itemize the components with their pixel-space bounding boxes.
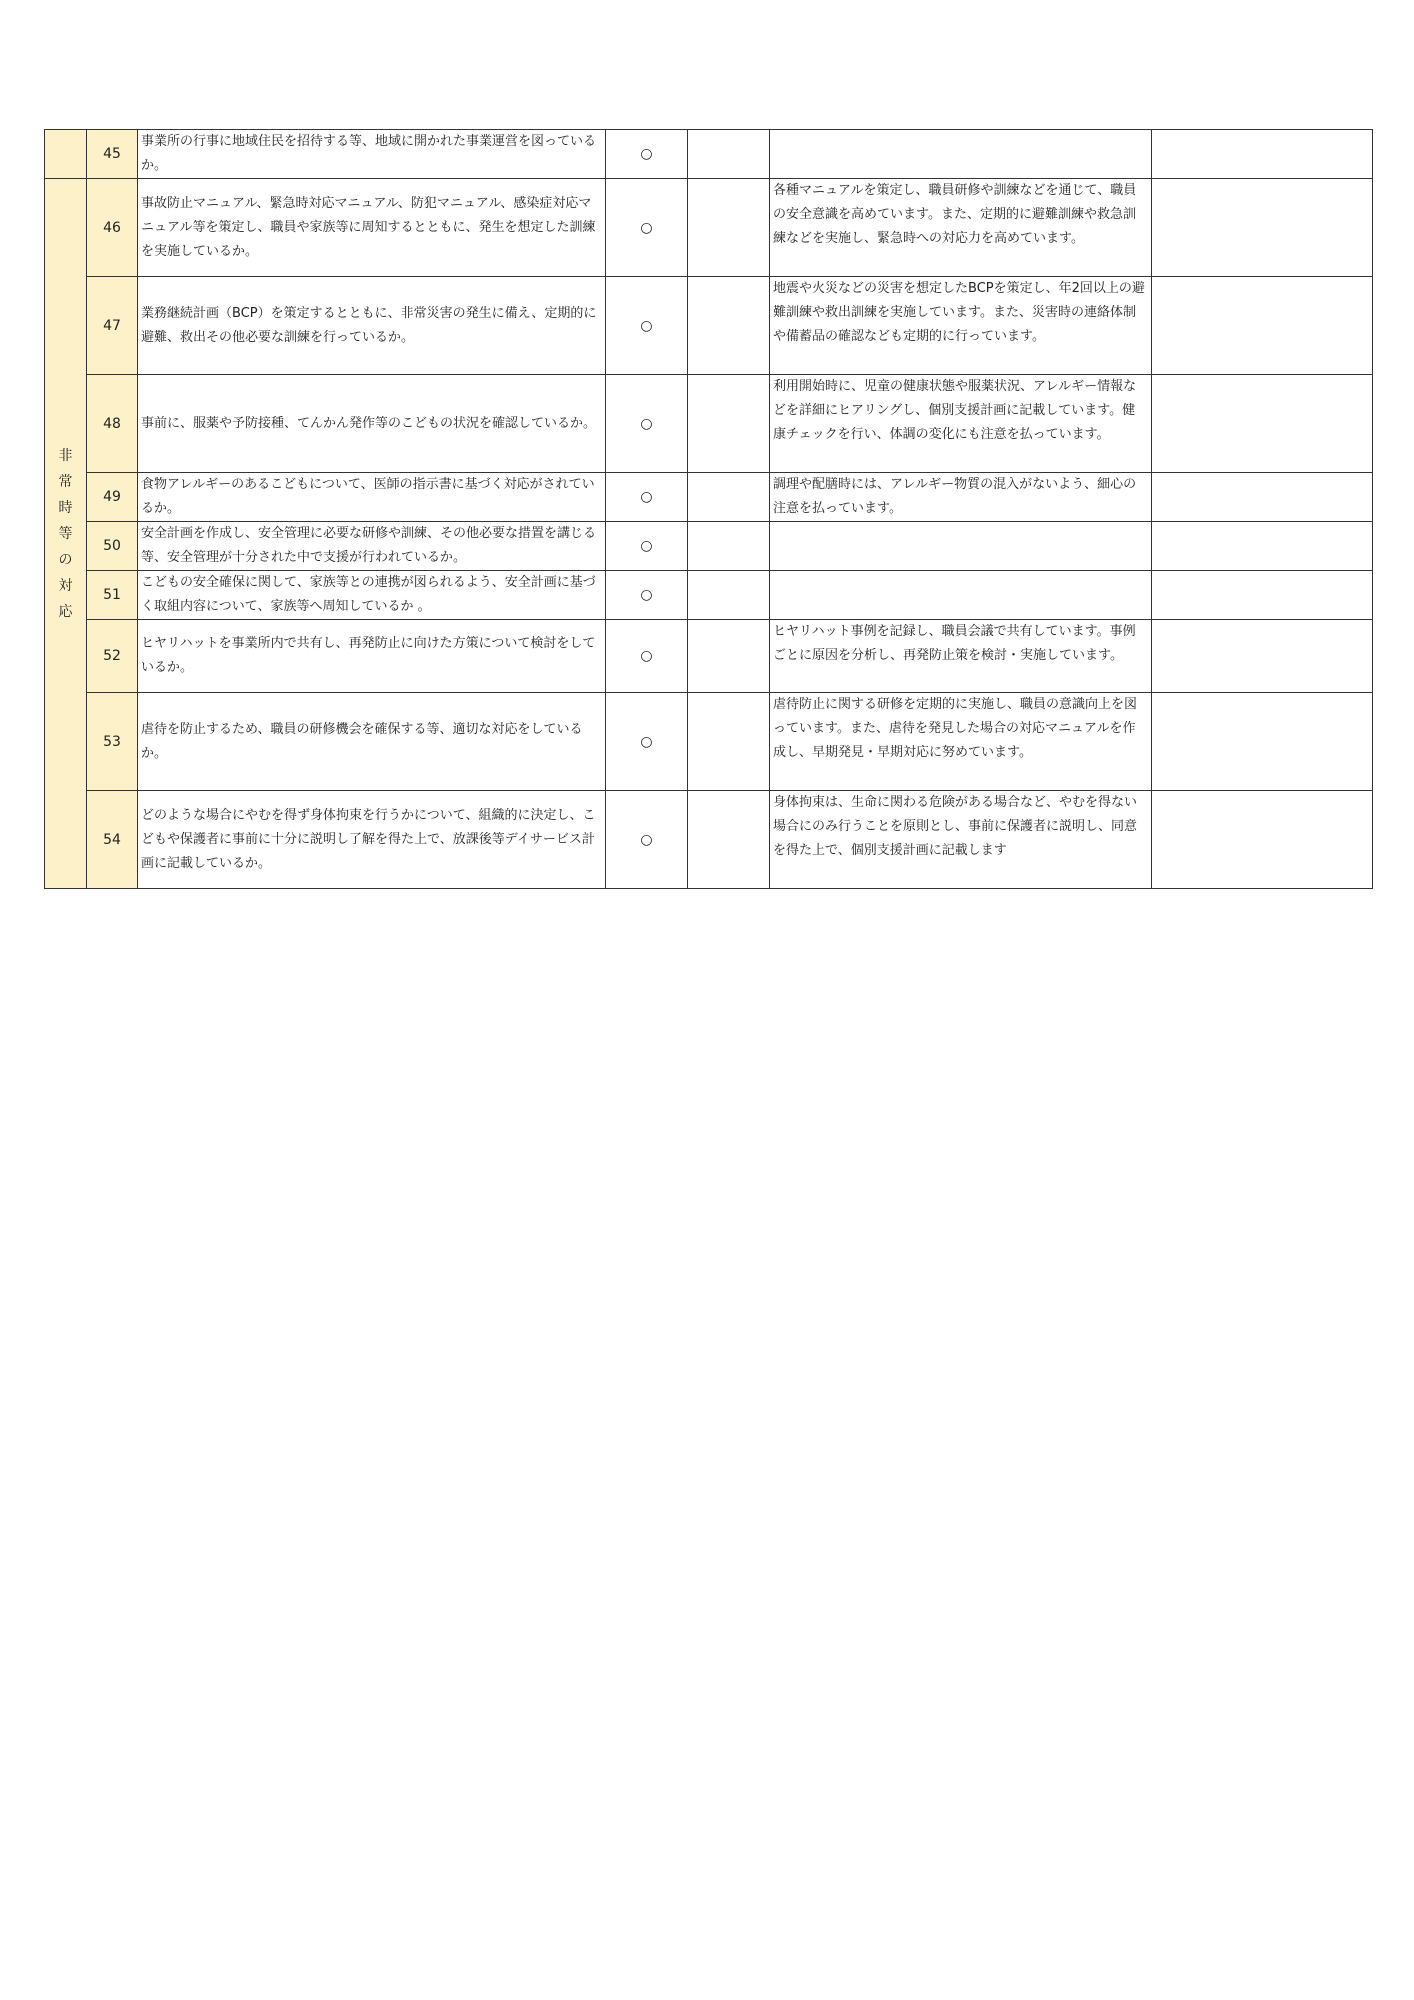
item-number: 48: [87, 375, 138, 473]
table-row: [45, 791, 1373, 889]
table-row: [45, 473, 1373, 522]
no-mark: [688, 791, 770, 889]
table-row: [45, 693, 1373, 791]
item-question: 事故防止マニュアル、緊急時対応マニュアル、防犯マニュアル、感染症対応マニュアル等を策定し、職員や家族等に周知するとともに、発生を想定した訓練を実施しているか。: [138, 179, 606, 277]
item-number: 50: [87, 522, 138, 571]
item-question: 食物アレルギーのあるこどもについて、医師の指示書に基づく対応がされているか。: [138, 473, 606, 522]
improvement-cell: [1152, 693, 1373, 791]
item-comment: [770, 130, 1152, 179]
item-comment: 地震や火災などの災害を想定したBCPを策定し、年2回以上の避難訓練や救出訓練を実施しています。また、災害時の連絡体制や備蓄品の確認なども定期的に行っています。: [770, 277, 1152, 375]
item-comment: 身体拘束は、生命に関わる危険がある場合など、やむを得ない場合にのみ行うことを原則とし、事前に保護者に説明し、同意を得た上で、個別支援計画に記載します: [770, 791, 1152, 889]
item-comment: 各種マニュアルを策定し、職員研修や訓練などを通じて、職員の安全意識を高めています。また、定期的に避難訓練や救急訓練などを実施し、緊急時への対応力を高めています。: [770, 179, 1152, 277]
table-row: [45, 522, 1373, 571]
item-comment: 虐待防止に関する研修を定期的に実施し、職員の意識向上を図っています。また、虐待を発見した場合の対応マニュアルを作成し、早期発見・早期対応に努めています。: [770, 693, 1152, 791]
table-row: [45, 375, 1373, 473]
item-question: 安全計画を作成し、安全管理に必要な研修や訓練、その他必要な措置を講じる等、安全管理が十分された中で支援が行われているか。: [138, 522, 606, 571]
item-question: 事前に、服薬や予防接種、てんかん発作等のこどもの状況を確認しているか。: [138, 375, 606, 473]
category-cell: [45, 179, 87, 889]
table-row: [45, 179, 1373, 277]
no-mark: [688, 620, 770, 693]
item-number: 49: [87, 473, 138, 522]
improvement-cell: [1152, 571, 1373, 620]
item-comment: ヒヤリハット事例を記録し、職員会議で共有しています。事例ごとに原因を分析し、再発防止策を検討・実施しています。: [770, 620, 1152, 693]
yes-mark: ○: [606, 693, 688, 791]
improvement-cell: [1152, 179, 1373, 277]
item-number: 54: [87, 791, 138, 889]
table-row: [45, 620, 1373, 693]
yes-mark: ○: [606, 571, 688, 620]
category-label: 非常時等の対応: [58, 447, 73, 620]
item-number: 51: [87, 571, 138, 620]
no-mark: [688, 571, 770, 620]
table-row: [45, 130, 1373, 179]
no-mark: [688, 522, 770, 571]
no-mark: [688, 277, 770, 375]
improvement-cell: [1152, 522, 1373, 571]
item-comment: 利用開始時に、児童の健康状態や服薬状況、アレルギー情報などを詳細にヒアリングし、個別支援計画に記載しています。健康チェックを行い、体調の変化にも注意を払っています。: [770, 375, 1152, 473]
improvement-cell: [1152, 130, 1373, 179]
item-comment: 調理や配膳時には、アレルギー物質の混入がないよう、細心の注意を払っています。: [770, 473, 1152, 522]
item-comment: [770, 571, 1152, 620]
improvement-cell: [1152, 277, 1373, 375]
yes-mark: ○: [606, 375, 688, 473]
yes-mark: ○: [606, 277, 688, 375]
item-number: 45: [87, 130, 138, 179]
evaluation-table: [44, 129, 1373, 889]
item-question: どのような場合にやむを得ず身体拘束を行うかについて、組織的に決定し、こどもや保護者に事前に十分に説明し了解を得た上で、放課後等デイサービス計画に記載しているか。: [138, 791, 606, 889]
table-row: [45, 571, 1373, 620]
yes-mark: ○: [606, 791, 688, 889]
improvement-cell: [1152, 620, 1373, 693]
no-mark: [688, 179, 770, 277]
improvement-cell: [1152, 375, 1373, 473]
no-mark: [688, 693, 770, 791]
item-question: 虐待を防止するため、職員の研修機会を確保する等、適切な対応をしているか。: [138, 693, 606, 791]
item-number: 53: [87, 693, 138, 791]
no-mark: [688, 375, 770, 473]
no-mark: [688, 473, 770, 522]
table-row: [45, 277, 1373, 375]
yes-mark: ○: [606, 620, 688, 693]
item-number: 52: [87, 620, 138, 693]
category-cell-prev: [45, 130, 87, 179]
evaluation-sheet: [44, 129, 1373, 889]
yes-mark: ○: [606, 130, 688, 179]
item-number: 46: [87, 179, 138, 277]
item-question: 事業所の行事に地域住民を招待する等、地域に開かれた事業運営を図っているか。: [138, 130, 606, 179]
item-number: 47: [87, 277, 138, 375]
improvement-cell: [1152, 473, 1373, 522]
yes-mark: ○: [606, 473, 688, 522]
yes-mark: ○: [606, 522, 688, 571]
item-comment: [770, 522, 1152, 571]
yes-mark: ○: [606, 179, 688, 277]
item-question: ヒヤリハットを事業所内で共有し、再発防止に向けた方策について検討をしているか。: [138, 620, 606, 693]
improvement-cell: [1152, 791, 1373, 889]
item-question: こどもの安全確保に関して、家族等との連携が図られるよう、安全計画に基づく取組内容について、家族等へ周知しているか 。: [138, 571, 606, 620]
no-mark: [688, 130, 770, 179]
item-question: 業務継続計画（BCP）を策定するとともに、非常災害の発生に備え、定期的に避難、救出その他必要な訓練を行っているか。: [138, 277, 606, 375]
